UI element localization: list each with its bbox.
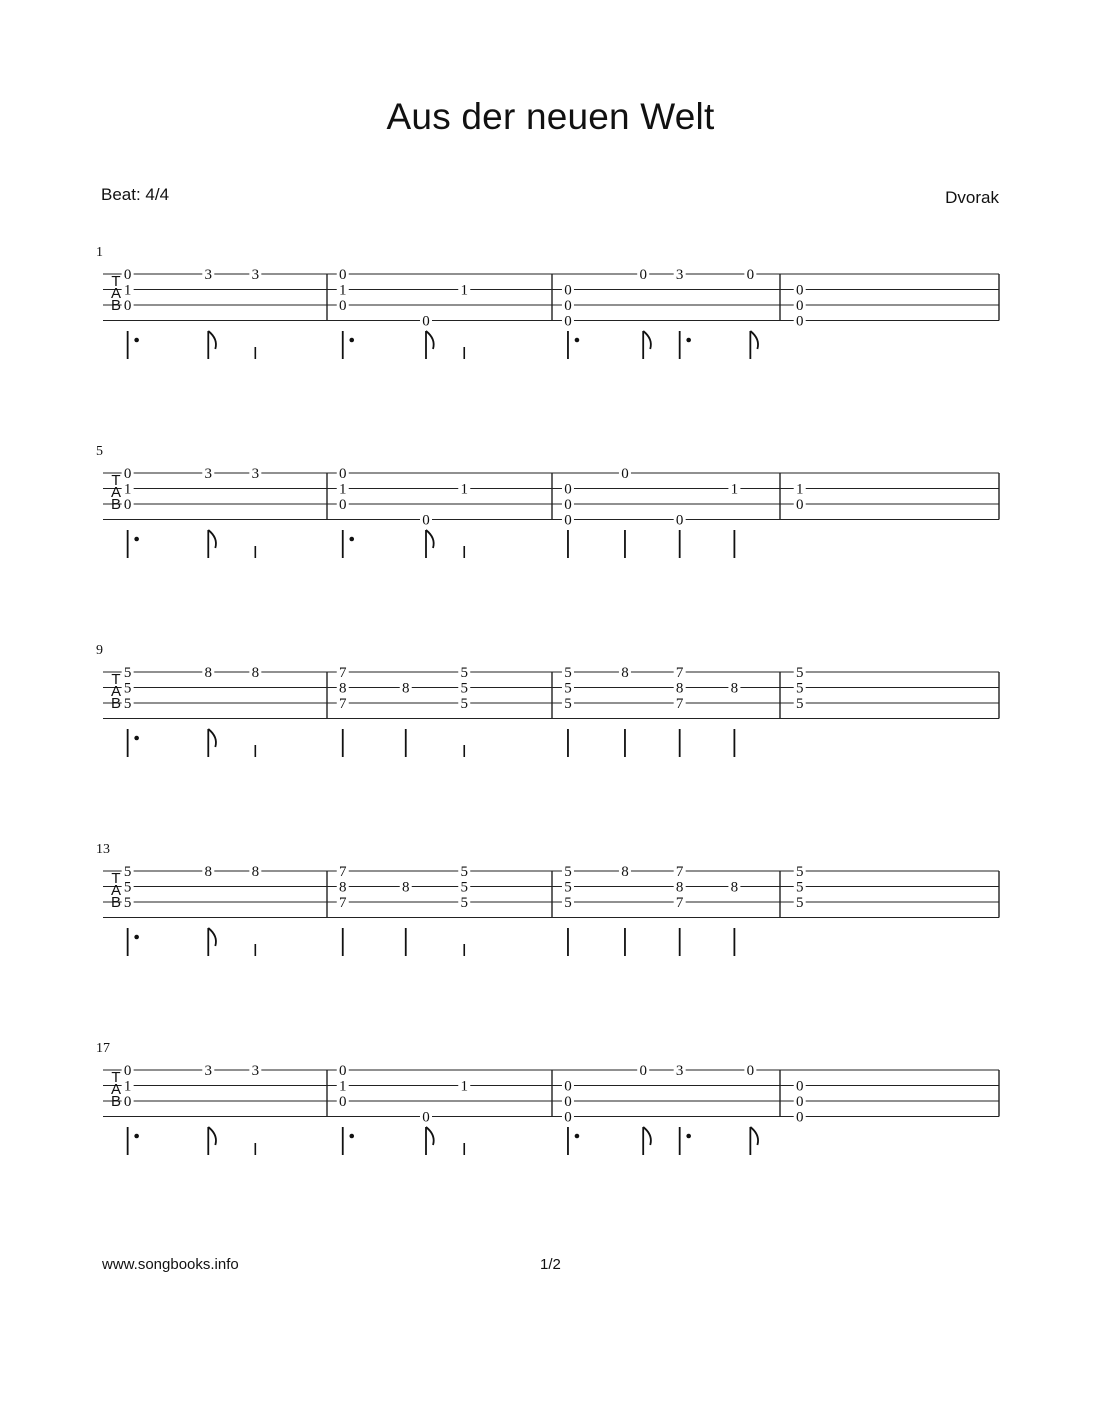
rhythm-dot bbox=[134, 338, 139, 343]
rhythm-flag bbox=[208, 331, 216, 349]
fret-number: 0 bbox=[123, 1063, 132, 1079]
page-number: 1/2 bbox=[540, 1256, 561, 1273]
fret-number: 0 bbox=[795, 282, 804, 299]
fret-number: 5 bbox=[460, 665, 468, 681]
fret-number: 0 bbox=[675, 512, 684, 529]
measure-number: 5 bbox=[96, 444, 103, 459]
rhythm-flag bbox=[750, 1127, 758, 1145]
fret-number: 8 bbox=[204, 665, 213, 681]
fret-number: 7 bbox=[675, 665, 684, 681]
fret-number: 0 bbox=[339, 1094, 347, 1110]
fret-number: 0 bbox=[123, 267, 132, 283]
fret-number: 0 bbox=[795, 1109, 804, 1126]
rhythm-dot bbox=[686, 338, 691, 343]
rhythm-flag bbox=[643, 331, 651, 349]
fret-number: 0 bbox=[564, 497, 572, 513]
fret-number: 0 bbox=[123, 497, 132, 513]
fret-number: 3 bbox=[204, 267, 213, 283]
fret-number: 0 bbox=[746, 267, 755, 283]
rhythm-dot bbox=[575, 338, 580, 343]
fret-number: 1 bbox=[460, 1078, 468, 1095]
fret-number: 5 bbox=[460, 895, 468, 911]
fret-number: 7 bbox=[675, 864, 684, 880]
fret-number: 1 bbox=[460, 481, 468, 498]
fret-number: 0 bbox=[339, 1063, 347, 1079]
tab-clef-letter: T bbox=[111, 1069, 121, 1086]
fret-number: 7 bbox=[339, 895, 347, 911]
fret-number: 3 bbox=[204, 466, 213, 482]
fret-number: 5 bbox=[795, 879, 804, 896]
fret-number: 1 bbox=[795, 481, 804, 498]
rhythm-flag bbox=[750, 331, 758, 349]
fret-number: 8 bbox=[730, 680, 739, 697]
fret-number: 0 bbox=[564, 1078, 572, 1095]
fret-number: 0 bbox=[339, 267, 347, 283]
fret-number: 5 bbox=[460, 696, 468, 712]
rhythm-flag bbox=[643, 1127, 651, 1145]
measure-number: 17 bbox=[96, 1041, 110, 1056]
measure-number: 9 bbox=[96, 643, 103, 658]
fret-number: 5 bbox=[564, 879, 572, 896]
fret-number: 0 bbox=[564, 313, 572, 330]
fret-number: 5 bbox=[564, 895, 572, 911]
rhythm-dot bbox=[349, 338, 354, 343]
rhythm-dot bbox=[134, 1134, 139, 1139]
rhythm-flag bbox=[426, 1127, 434, 1145]
fret-number: 0 bbox=[564, 282, 572, 299]
composer: Dvorak bbox=[945, 188, 999, 207]
fret-number: 5 bbox=[795, 680, 804, 697]
fret-number: 1 bbox=[123, 481, 132, 498]
fret-number: 5 bbox=[123, 680, 132, 697]
fret-number: 0 bbox=[123, 466, 132, 482]
fret-number: 3 bbox=[675, 267, 684, 283]
fret-number: 1 bbox=[123, 282, 132, 299]
fret-number: 0 bbox=[564, 1094, 572, 1110]
fret-number: 0 bbox=[746, 1063, 755, 1079]
fret-number: 5 bbox=[564, 680, 572, 697]
fret-number: 5 bbox=[795, 665, 804, 681]
fret-number: 8 bbox=[730, 879, 739, 896]
rhythm-dot bbox=[349, 1134, 354, 1139]
fret-number: 7 bbox=[339, 696, 347, 712]
fret-number: 0 bbox=[639, 267, 647, 283]
tab-clef-letter: A bbox=[110, 1081, 122, 1098]
fret-number: 3 bbox=[675, 1063, 684, 1079]
rhythm-dot bbox=[134, 736, 139, 741]
rhythm-flag bbox=[208, 928, 216, 946]
fret-number: 8 bbox=[204, 864, 213, 880]
rhythm-dot bbox=[134, 935, 139, 940]
song-title: Aus der neuen Welt bbox=[386, 96, 715, 137]
fret-number: 1 bbox=[460, 282, 468, 299]
fret-number: 3 bbox=[251, 267, 260, 283]
fret-number: 0 bbox=[795, 313, 804, 330]
tab-clef-letter: T bbox=[111, 671, 121, 688]
fret-number: 0 bbox=[564, 298, 572, 314]
fret-number: 0 bbox=[123, 1094, 132, 1110]
fret-number: 1 bbox=[730, 481, 739, 498]
fret-number: 3 bbox=[204, 1063, 213, 1079]
fret-number: 8 bbox=[675, 879, 684, 896]
time-signature: Beat: 4/4 bbox=[101, 185, 170, 204]
fret-number: 8 bbox=[402, 680, 410, 697]
tab-clef-letter: A bbox=[110, 484, 122, 501]
fret-number: 5 bbox=[460, 879, 468, 896]
rhythm-flag bbox=[426, 530, 434, 548]
rhythm-flag bbox=[426, 331, 434, 349]
fret-number: 0 bbox=[564, 512, 572, 529]
fret-number: 0 bbox=[621, 466, 629, 482]
fret-number: 0 bbox=[339, 298, 347, 314]
fret-number: 5 bbox=[123, 864, 132, 880]
fret-number: 3 bbox=[251, 466, 260, 482]
fret-number: 0 bbox=[795, 497, 804, 513]
fret-number: 0 bbox=[564, 481, 572, 498]
fret-number: 7 bbox=[339, 864, 347, 880]
fret-number: 5 bbox=[123, 879, 132, 896]
rhythm-dot bbox=[134, 537, 139, 542]
fret-number: 1 bbox=[339, 1078, 347, 1095]
tab-clef-letter: T bbox=[111, 273, 121, 290]
fret-number: 8 bbox=[621, 864, 629, 880]
tab-clef-letter: B bbox=[110, 496, 122, 513]
fret-number: 1 bbox=[339, 282, 347, 299]
tab-clef-letter: T bbox=[111, 870, 121, 887]
fret-number: 5 bbox=[795, 895, 804, 911]
tab-clef-letter: T bbox=[111, 472, 121, 489]
rhythm-dot bbox=[349, 537, 354, 542]
tab-clef-letter: B bbox=[110, 894, 122, 911]
tab-clef-letter: A bbox=[110, 683, 122, 700]
fret-number: 0 bbox=[795, 1094, 804, 1110]
fret-number: 3 bbox=[251, 1063, 260, 1079]
fret-number: 8 bbox=[402, 879, 410, 896]
fret-number: 8 bbox=[621, 665, 629, 681]
fret-number: 8 bbox=[251, 665, 260, 681]
fret-number: 0 bbox=[564, 1109, 572, 1126]
fret-number: 8 bbox=[675, 680, 684, 697]
fret-number: 5 bbox=[564, 864, 572, 880]
fret-number: 5 bbox=[795, 864, 804, 880]
fret-number: 1 bbox=[123, 1078, 132, 1095]
rhythm-dot bbox=[686, 1134, 691, 1139]
tab-clef-letter: B bbox=[110, 1093, 122, 1110]
fret-number: 0 bbox=[339, 466, 347, 482]
tab-clef-letter: B bbox=[110, 695, 122, 712]
fret-number: 8 bbox=[339, 680, 347, 697]
fret-number: 5 bbox=[460, 864, 468, 880]
fret-number: 0 bbox=[795, 1078, 804, 1095]
fret-number: 0 bbox=[639, 1063, 647, 1079]
fret-number: 5 bbox=[123, 895, 132, 911]
fret-number: 5 bbox=[564, 696, 572, 712]
fret-number: 0 bbox=[422, 512, 430, 529]
fret-number: 0 bbox=[795, 298, 804, 314]
footer-website: www.songbooks.info bbox=[102, 1256, 239, 1273]
fret-number: 5 bbox=[795, 696, 804, 712]
tab-clef-letter: A bbox=[110, 285, 122, 302]
fret-number: 0 bbox=[123, 298, 132, 314]
rhythm-flag bbox=[208, 530, 216, 548]
rhythm-flag bbox=[208, 729, 216, 747]
fret-number: 7 bbox=[675, 696, 684, 712]
fret-number: 5 bbox=[123, 696, 132, 712]
fret-number: 5 bbox=[564, 665, 572, 681]
rhythm-dot bbox=[575, 1134, 580, 1139]
fret-number: 1 bbox=[339, 481, 347, 498]
tab-clef-letter: A bbox=[110, 882, 122, 899]
fret-number: 0 bbox=[339, 497, 347, 513]
fret-number: 8 bbox=[339, 879, 347, 896]
measure-number: 1 bbox=[96, 245, 103, 260]
tab-clef-letter: B bbox=[110, 297, 122, 314]
fret-number: 5 bbox=[460, 680, 468, 697]
fret-number: 7 bbox=[675, 895, 684, 911]
measure-number: 13 bbox=[96, 842, 110, 857]
fret-number: 5 bbox=[123, 665, 132, 681]
rhythm-flag bbox=[208, 1127, 216, 1145]
fret-number: 7 bbox=[339, 665, 347, 681]
fret-number: 8 bbox=[251, 864, 260, 880]
fret-number: 0 bbox=[422, 1109, 430, 1126]
fret-number: 0 bbox=[422, 313, 430, 330]
